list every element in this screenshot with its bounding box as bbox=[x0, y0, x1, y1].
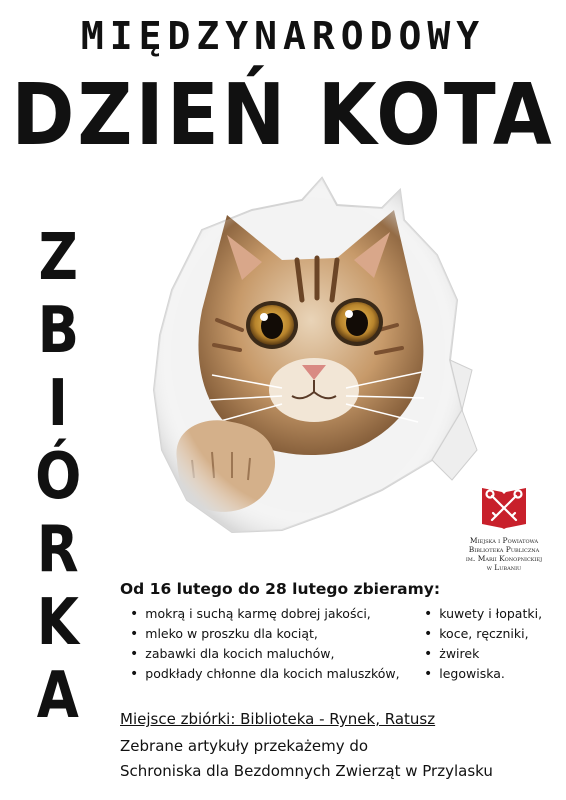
library-name-line: Miejska i Powiatowa bbox=[469, 536, 539, 545]
cat-photo bbox=[132, 160, 492, 570]
list-item: • zabawki dla kocich maluchów, bbox=[130, 644, 400, 664]
list-item: • podkłady chłonne dla kocich maluszków, bbox=[130, 664, 400, 684]
note-line: Zebrane artykuły przekażemy do bbox=[120, 737, 369, 755]
vertical-word bbox=[28, 222, 88, 733]
vertical-letter: A bbox=[36, 659, 80, 733]
library-name-line: im. Marii Konopnickiej bbox=[465, 554, 543, 563]
title-line-2: DZIEŃ KOTA bbox=[11, 64, 555, 165]
collection-list-left bbox=[130, 604, 400, 684]
vertical-letter: K bbox=[36, 586, 80, 660]
vertical-letter: B bbox=[37, 294, 79, 368]
list-item: • mokrą i suchą karmę dobrej jakości, bbox=[130, 604, 400, 624]
library-name-line: w Lubaniu bbox=[486, 563, 522, 572]
library-book-keys-icon bbox=[479, 482, 529, 532]
vertical-letter: R bbox=[37, 513, 79, 587]
list-item: • żwirek bbox=[424, 644, 542, 664]
note-line: Schroniska dla Bezdomnych Zwierząt w Przylasku bbox=[120, 762, 493, 780]
collection-list-right bbox=[424, 604, 542, 684]
title-line-1: MIĘDZYNARODOWY bbox=[80, 14, 486, 58]
list-item: • legowiska. bbox=[424, 664, 542, 684]
list-item: • kuwety i łopatki, bbox=[424, 604, 542, 624]
library-name bbox=[448, 536, 560, 572]
library-logo bbox=[448, 482, 560, 572]
list-item: • koce, ręczniki, bbox=[424, 624, 542, 644]
vertical-letter: Ó bbox=[34, 440, 82, 514]
vertical-letter: I bbox=[47, 367, 69, 441]
collection-location: Miejsce zbiórki: Biblioteka - Rynek, Ratusz bbox=[120, 710, 436, 728]
vertical-letter: Z bbox=[38, 221, 78, 295]
destination-note bbox=[120, 734, 493, 784]
list-item: • mleko w proszku dla kociąt, bbox=[130, 624, 400, 644]
collection-heading: Od 16 lutego do 28 lutego zbieramy: bbox=[120, 580, 441, 598]
library-name-line: Biblioteka Publiczna bbox=[468, 545, 540, 554]
